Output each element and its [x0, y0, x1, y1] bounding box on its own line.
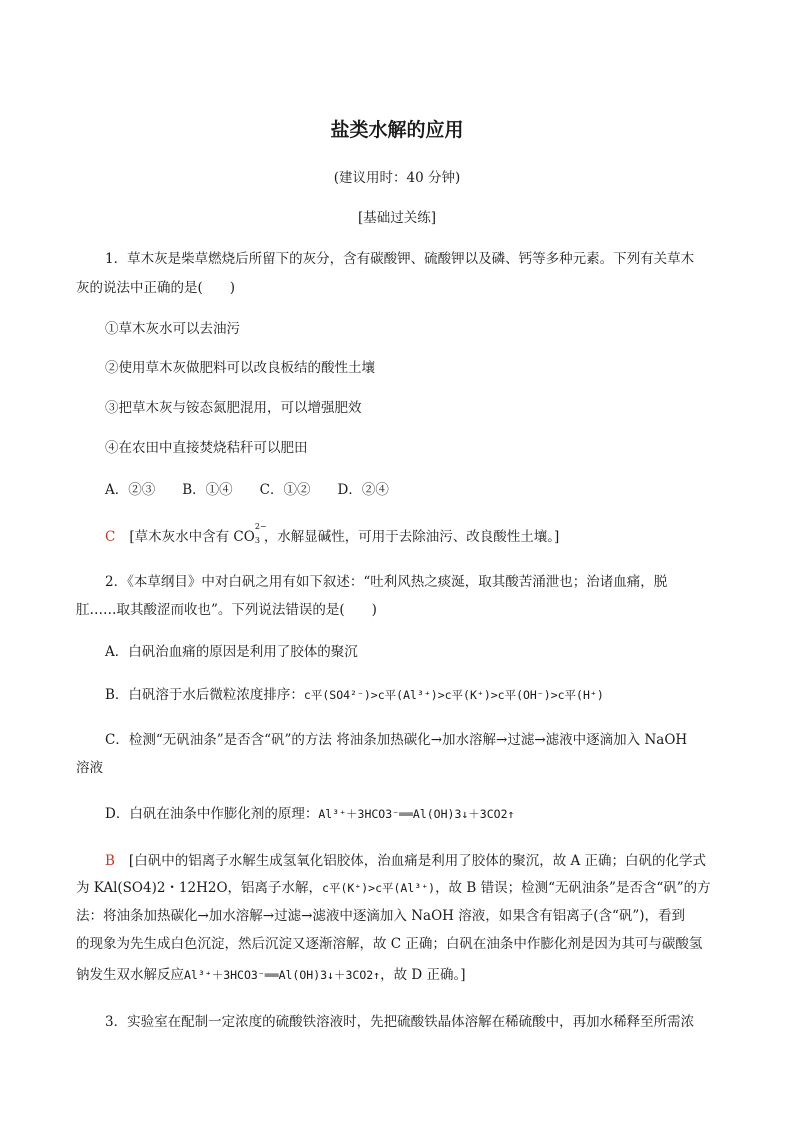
q2-answer: B [105, 853, 115, 869]
q2-option-b [105, 683, 604, 703]
q2-expl-text2a: 为 KAl(SO4)2・12H2O，铝离子水解， [76, 880, 323, 896]
q2-stem-line1: 2．《本草纲目》中对白矾之用有如下叙述：“吐利风热之痰涎，取其酸苦涌泄也；治诸血痛，脱 [105, 574, 668, 590]
section-heading: [基础过关练] [357, 210, 437, 226]
time-suggestion: (建议用时：40 分钟) [333, 170, 461, 186]
q2-expl-text5b: ，故 D 正确。] [380, 967, 466, 983]
q2-option-d-label: D．白矾在油条中作膨化剂的原理： [105, 806, 319, 822]
q3-stem-line1: 3．实验室在配制一定浓度的硫酸铁溶液时，先把硫酸铁晶体溶解在稀硫酸中，再加水稀释至所需浓 [105, 1014, 695, 1030]
q1-options: A．②③ B．①④ C．①② D．②④ [105, 482, 389, 498]
q1-expl-post: ，水解显碱性，可用于去除油污、改良酸性土壤。] [263, 529, 560, 545]
q2-expl-text2b: ，故 B 错误；检测“无矾油条”是否含“矾”的方 [435, 880, 711, 896]
q1-answer: C [105, 529, 116, 545]
q2-option-d-formula: Al³⁺＋3HCO3⁻══Al(OH)3↓＋3CO2↑ [318, 807, 515, 821]
q1-stem-line2: 灰的说法中正确的是( ) [76, 280, 236, 296]
q1-item-3: ③把草木灰与铵态氮肥混用，可以增强肥效 [105, 400, 362, 416]
q1-expl-pre: [草木灰水中含有 CO [129, 529, 255, 545]
q1-stem-line1: 1．草木灰是柴草燃烧后所留下的灰分，含有碳酸钾、硫酸钾以及磷、钙等多种元素。下列有关草木 [105, 251, 695, 267]
q2-expl-text5a: 钠发生双水解反应 [76, 967, 184, 983]
q2-option-d [105, 802, 514, 822]
page-title: 盐类水解的应用 [330, 119, 464, 141]
q2-explanation-line3: 法：将油条加热碳化→加水溶解→过滤→滤液中逐滴加入 NaOH 溶液，如果含有铝离子(含“矾”)，看到 [76, 908, 686, 924]
q2-expl-formula2: c平(K⁺)>c平(Al³⁺) [322, 881, 436, 895]
q2-explanation-line4: 的现象为先生成白色沉淀，然后沉淀又逐渐溶解，故 C 正确；白矾在油条中作膨化剂是因为其可与碳酸氢 [76, 936, 703, 952]
q2-explanation-line5 [76, 963, 466, 983]
q1-explanation [105, 521, 560, 545]
q2-option-c-line2: 溶液 [76, 760, 103, 776]
q2-expl-text1: [白矾中的铝离子水解生成氢氧化铝胶体，治血痛是利用了胶体的聚沉，故 A 正确；白矾的化学式 [128, 853, 707, 869]
q2-option-c-line1: C．检测“无矾油条”是否含“矾”的方法 将油条加热碳化→加水溶解→过滤→滤液中逐滴加入 NaOH [105, 732, 688, 748]
q2-explanation-line1 [105, 849, 706, 869]
q1-item-1: ①草木灰水可以去油污 [105, 321, 240, 337]
q2-option-b-label: B．白矾溶于水后微粒浓度排序： [105, 687, 304, 703]
q2-stem-line2: 肛……取其酸涩而收也”。下列说法错误的是( ) [76, 602, 377, 618]
q2-expl-formula5: Al³⁺＋3HCO3⁻══Al(OH)3↓＋3CO2↑ [184, 968, 381, 982]
q2-option-a: A．白矾治血痛的原因是利用了胶体的聚沉 [105, 644, 358, 660]
q1-item-2: ②使用草木灰做肥料可以改良板结的酸性土壤 [105, 360, 375, 376]
carbonate-charge: 2− 3 [254, 521, 267, 545]
q2-option-b-formula: c平(SO4²⁻)>c平(Al³⁺)>c平(K⁺)>c平(OH⁻)>c平(H⁺) [303, 688, 604, 702]
q2-explanation-line2 [76, 876, 711, 896]
q1-item-4: ④在农田中直接焚烧秸秆可以肥田 [105, 440, 308, 456]
